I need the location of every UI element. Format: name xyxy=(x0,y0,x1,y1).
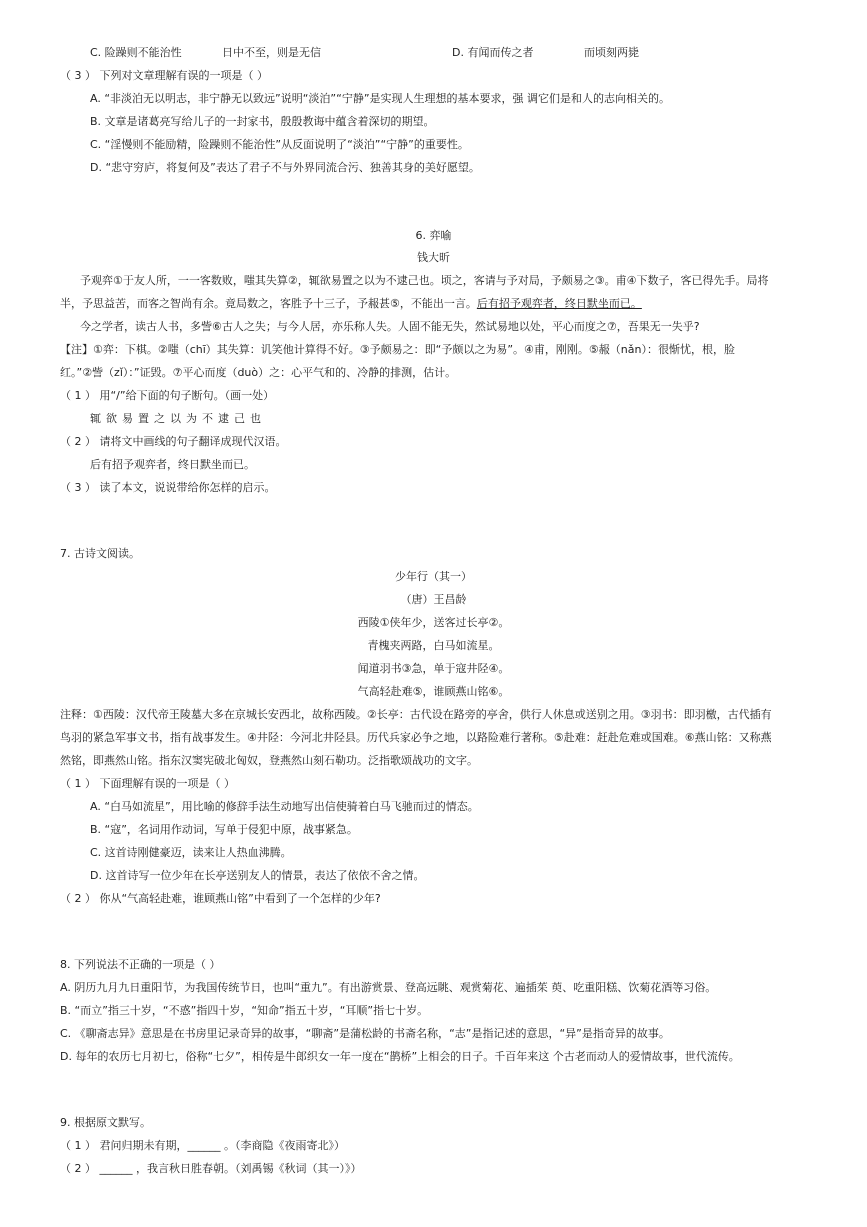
q7-note-line-1: 注释：①西陵：汉代帝王陵墓大多在京城长安西北，故称西陵。②长亭：古代设在路旁的亭舍，供行人休息或送别之用。③羽书：即羽檄，古代插有 xyxy=(60,708,772,721)
q7-note-line-2: 鸟羽的紧急军事文书，指有战事发生。④井陉：今河北井陉县。历代兵家必争之地，以路险难行著称。⑤赴难：赶赴危难或国难。⑥燕山铭：又称燕 xyxy=(60,731,772,744)
q7-poem-line-3: 闻道羽书③急，单于寇井陉④。 xyxy=(357,662,510,675)
q6-note-line-2: 红。”②訾（zǐ）：”证毁。⑦平心而度（duò）之：心平气和的、冷静的排测，估计。 xyxy=(60,366,457,379)
q8-heading: 8. 下列说法不正确的一项是（ ） xyxy=(60,958,221,971)
q6-passage-line-2 xyxy=(60,296,642,312)
q8-option-a: A. 阴历九月九日重阳节，为我国传统节日，也叫“重九”。有出游赏景、登高远眺、观赏菊花、遍插茱 萸、吃重阳糕、饮菊花酒等习俗。 xyxy=(60,981,717,994)
q5-option-c-a: C. 险躁则不能治性 xyxy=(90,46,182,59)
q6-passage-line-2-text: 半，予思益苦，而客之智尚有余。竟局数之，客胜予十三子，予赧甚⑤，不能出一言。 xyxy=(60,297,477,310)
q7-sub1-option-d: D. 这首诗写一位少年在长亭送别友人的情景，表达了依依不舍之情。 xyxy=(90,869,425,882)
q5-sub3-option-b: B. 文章是诸葛亮写给儿子的一封家书，殷殷教诲中蕴含着深切的期望。 xyxy=(90,115,435,128)
q6-sub3-question: （ 3 ） 读了本文，说说带给你怎样的启示。 xyxy=(60,481,276,494)
q7-sub1-question: （ 1 ） 下面理解有误的一项是（ ） xyxy=(60,777,235,790)
q9-heading: 9. 根据原文默写。 xyxy=(60,1116,151,1129)
q7-heading: 7. 古诗文阅读。 xyxy=(60,547,140,560)
q7-sub1-option-b: B. “寇”，名词用作动词，写单于侵犯中原，战事紧急。 xyxy=(90,823,358,836)
q6-sub1-sentence: 辄欲易置之以为不逮己也 xyxy=(90,412,266,425)
q6-title: 6. 弈喻 xyxy=(415,229,452,242)
q5-sub3-option-a: A. “非淡泊无以明志，非宁静无以致远”说明“淡泊”“宁静”是实现人生理想的基本要求，强 调它们是和人的志向相关的。 xyxy=(90,92,671,105)
q6-author: 钱大昕 xyxy=(417,251,450,264)
q9-sub1: （ 1 ） 君问归期未有期，______ 。（李商隐《夜雨寄北》） xyxy=(60,1139,345,1152)
q7-note-line-3: 然铭，即燕然山铭。指东汉窦宪破北匈奴，登燕然山刻石勒功。泛指歌颂战功的文字。 xyxy=(60,754,478,767)
q6-sub2-question: （ 2 ） 请将文中画线的句子翻译成现代汉语。 xyxy=(60,435,287,448)
q8-option-b: B. “而立”指三十岁，“不惑”指四十岁，“知命”指五十岁，“耳顺”指七十岁。 xyxy=(60,1004,429,1017)
q5-sub3-option-c: C. “淫慢则不能励精，险躁则不能治性”从反面说明了“淡泊”“宁静”的重要性。 xyxy=(90,138,469,151)
q6-sub2-sentence: 后有招予观弈者，终日默坐而已。 xyxy=(90,458,255,471)
q6-passage-paragraph-2: 今之学者，读古人书，多訾⑥古人之失；与今人居，亦乐称人失。人固不能无失，然试易地以处，平心而度之⑦，吾果无一失乎? xyxy=(80,320,700,333)
q7-poem-line-4: 气高轻赴难⑤，谁顾燕山铭⑥。 xyxy=(357,685,510,698)
q7-poem-line-2: 青槐夹两路，白马如流星。 xyxy=(367,639,500,652)
q6-note-line-1: 【注】①弈：下棋。②嗤（chī）其失算：讥笑他计算得不好。③予颇易之：即“予颇以之为易”。④甫，刚刚。⑤赧（nǎn）：很惭忧，根，脸 xyxy=(60,343,735,356)
q5-option-d-a: D. 有闻而传之者 xyxy=(452,46,534,59)
q5-sub3-option-d: D. “悲守穷庐，将复何及”表达了君子不与外界同流合污、独善其身的美好愿望。 xyxy=(90,161,480,174)
q7-poem-title: 少年行（其一） xyxy=(395,570,472,583)
q6-sub1-question: （ 1 ） 用“/”给下面的句子断句。（画一处） xyxy=(60,389,275,402)
q9-sub2: （ 2 ） ______ ，我言秋日胜春朝。（刘禹锡《秋词（其一）》） xyxy=(60,1162,362,1175)
q6-underlined-sentence: 后有招予观弈者，终日默坐而已。 xyxy=(476,297,642,310)
q7-sub2-question: （ 2 ） 你从“气高轻赴难，谁顾燕山铭”中看到了一个怎样的少年? xyxy=(60,892,381,905)
q8-option-c: C. 《聊斋志异》意思是在书房里记录奇异的故事，“聊斋”是蒲松龄的书斋名称，“志”是指记述的意思，“异”是指奇异的故事。 xyxy=(60,1027,670,1040)
q7-sub1-option-c: C. 这首诗刚健豪迈，读来让人热血沸腾。 xyxy=(90,846,292,859)
q7-poem-author: （唐）王昌龄 xyxy=(400,593,467,606)
q5-sub3-question: （ 3 ） 下列对文章理解有误的一项是（ ） xyxy=(60,69,268,82)
q7-sub1-option-a: A. “白马如流星”，用比喻的修辞手法生动地写出信使骑着白马飞驰而过的情态。 xyxy=(90,800,479,813)
q7-poem-line-1: 西陵①侠年少，送客过长亭②。 xyxy=(357,616,510,629)
q8-option-d: D. 每年的农历七月初七，俗称“七夕”，相传是牛郎织女一年一度在“鹊桥”上相会的日子。千百年来这 个古老而动人的爱情故事，世代流传。 xyxy=(60,1050,740,1063)
q5-option-d-b: 而顷刻两毙 xyxy=(584,46,639,59)
q6-passage-line-1: 予观弈①于友人所，一一客数败，嗤其失算②，辄欲易置之以为不逮己也。顷之，客请与予对局，予颇易之③。甫④下数子，客已得先手。局将 xyxy=(80,274,769,287)
q5-option-c-b: 日中不至，则是无信 xyxy=(222,46,321,59)
